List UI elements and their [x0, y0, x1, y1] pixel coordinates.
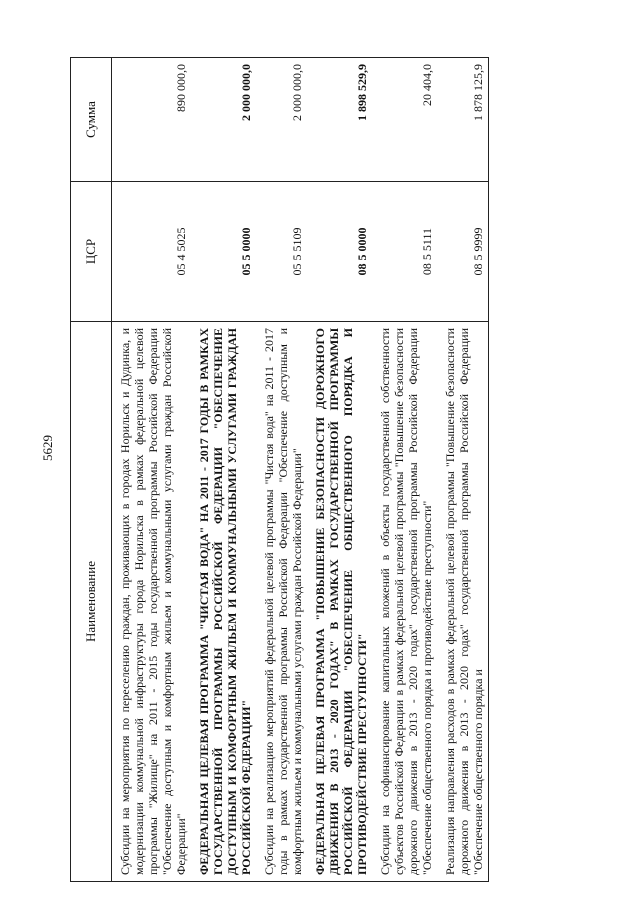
- table-row: [372, 58, 437, 882]
- header-sum: Сумма: [71, 58, 112, 182]
- row-sum: 2 000 000,0: [191, 58, 256, 182]
- table-row: [112, 58, 192, 882]
- row-name: Субсидии на реализацию мероприятий федеральной целевой программы "Чистая вода" на 2011 - 2017 годы в рамках государственной программы Российской Федерации "Обеспечение доступным и комфортным жильем и коммунальными услугами граждан Российской Федерации": [256, 322, 307, 882]
- page-number: 5629: [40, 435, 55, 461]
- table-row: [191, 58, 256, 882]
- row-name: Субсидии на мероприятия по переселению граждан, проживающих в городах Норильск и Дудинка, и модернизации коммунальной инфраструктуры города Норильска в рамках федеральной целевой программы "Жилище" на 2011 - 2015 годы государственной программы Российской Федерации "Обеспечение доступным и комфортным жильем и коммунальными услугами граждан Российской Федерации": [112, 322, 192, 882]
- row-csr: 08 5 0000: [307, 182, 372, 322]
- row-sum: 20 404,0: [372, 58, 437, 182]
- row-csr: 05 4 5025: [112, 182, 192, 322]
- header-row: [71, 58, 112, 882]
- header-csr: ЦСР: [71, 182, 112, 322]
- row-csr: 08 5 9999: [437, 182, 489, 322]
- row-name: ФЕДЕРАЛЬНАЯ ЦЕЛЕВАЯ ПРОГРАММА "ЧИСТАЯ ВОДА" НА 2011 - 2017 ГОДЫ В РАМКАХ ГОСУДАРСТВЕННОЙ ПРОГРАММЫ РОССИЙСКОЙ ФЕДЕРАЦИИ "ОБЕСПЕЧЕНИЕ ДОСТУПНЫМ И КОМФОРТНЫМ ЖИЛЬЕМ И КОММУНАЛЬНЫМИ УСЛУГАМИ ГРАЖДАН РОССИЙСКОЙ ФЕДЕРАЦИИ": [191, 322, 256, 882]
- row-csr: 08 5 5111: [372, 182, 437, 322]
- row-sum: 1 878 125,9: [437, 58, 489, 182]
- rotated-table-container: [70, 58, 610, 882]
- table-header: [71, 58, 112, 882]
- row-name: ФЕДЕРАЛЬНАЯ ЦЕЛЕВАЯ ПРОГРАММА "ПОВЫШЕНИЕ БЕЗОПАСНОСТИ ДОРОЖНОГО ДВИЖЕНИЯ В 2013 - 2020 ГОДАХ" В РАМКАХ ГОСУДАРСТВЕННОЙ ПРОГРАММЫ РОССИЙСКОЙ ФЕДЕРАЦИИ "ОБЕСПЕЧЕНИЕ ОБЩЕСТВЕННОГО ПОРЯДКА И ПРОТИВОДЕЙСТВИЕ ПРЕСТУПНОСТИ": [307, 322, 372, 882]
- table-body: [112, 58, 489, 882]
- row-csr: 05 5 5109: [256, 182, 307, 322]
- table-row: [437, 58, 489, 882]
- row-sum: 890 000,0: [112, 58, 192, 182]
- row-csr: 05 5 0000: [191, 182, 256, 322]
- table-row: [256, 58, 307, 882]
- table-row: [307, 58, 372, 882]
- header-name: Наименование: [71, 322, 112, 882]
- row-sum: 2 000 000,0: [256, 58, 307, 182]
- budget-table: [70, 57, 489, 882]
- row-name: Субсидии на софинансирование капитальных вложений в объекты государственной собственности субъектов Российской Федерации в рамках федеральной целевой программы "Повышение безопасности дорожного движения в 2013 - 2020 годах" государственной программы Российской Федерации "Обеспечение общественного порядка и противодействие преступности": [372, 322, 437, 882]
- row-name: Реализация направления расходов в рамках федеральной целевой программы "Повышение безопасности дорожного движения в 2013 - 2020 годах" государственной программы Российской Федерации "Обеспечение общественного порядка и: [437, 322, 489, 882]
- row-sum: 1 898 529,9: [307, 58, 372, 182]
